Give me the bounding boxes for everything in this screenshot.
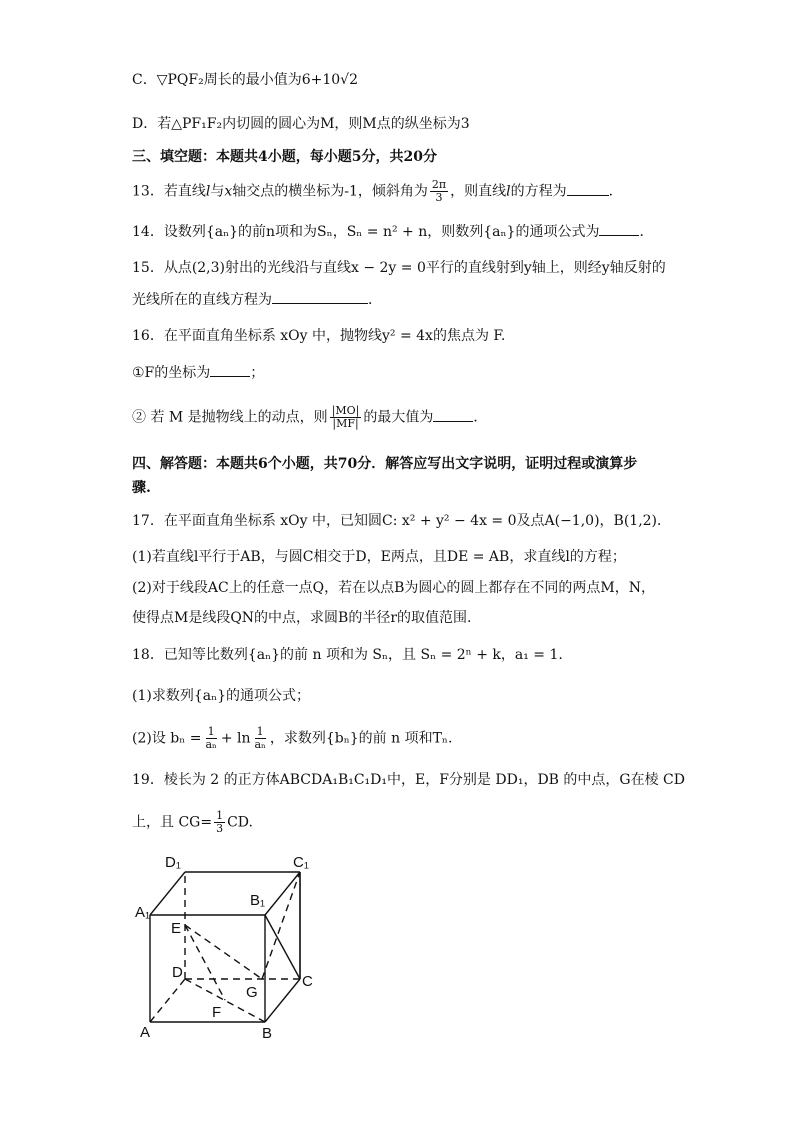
fraction-1-over-3: $\frac{1}{3}$ <box>216 809 224 835</box>
question-14: 14．设数列{aₙ}的前n项和为Sₙ，Sₙ = n² + n，则数列{aₙ}的通项公式为 ． <box>132 221 653 242</box>
question-17-line-4: 使得点M是线段QN的中点，求圆B的半径r的取值范围. <box>132 610 472 626</box>
question-17-line-1: 17．在平面直角坐标系 xOy 中，已知圆C: x² + y² − 4x = 0及点A(−1,0)，B(1,2)． <box>132 513 672 529</box>
segment-b1-c <box>265 915 300 979</box>
label-a: A <box>140 1024 151 1041</box>
question-17-line-3: (2)对于线段AC上的任意一点Q，若在以点B为圆心的圆上都存在不同的两点M，N， <box>132 580 656 596</box>
edge-b-c <box>265 979 300 1022</box>
question-18-line-1: 18．已知等比数列{aₙ}的前 n 项和为 Sₙ，且 Sₙ = 2ⁿ + k，a₁ = 1. <box>132 647 563 663</box>
label-f: F <box>212 1004 222 1021</box>
question-13: 13．若直线l与x轴交点的横坐标为-1，倾斜角为 $\frac{2\pi}{3}$ ，则直线l的方程为 ． <box>132 178 623 204</box>
answer-blank-16-2[interactable] <box>433 407 473 422</box>
question-16-part-1: ①F的坐标为 ； <box>132 362 264 383</box>
section-4-heading-line-2: 骤. <box>132 480 151 496</box>
option-c: C．▽PQF₂周长的最小值为6+10√2 <box>132 72 358 88</box>
label-d: D <box>172 964 183 981</box>
fraction-2pi-over-3: $\frac{2\pi}{3}$ <box>431 178 447 204</box>
label-e: E <box>171 920 182 937</box>
segment-e-f <box>185 925 225 1000</box>
question-16-part-2: ② 若 M 是抛物线上的动点，则 $\frac{|MO|}{|MF|}$ 的最大值为 ． <box>132 404 488 430</box>
edge-a-d <box>150 979 185 1022</box>
label-c: C <box>302 973 313 990</box>
answer-blank-15[interactable] <box>272 289 368 304</box>
question-17-line-2: (1)若直线l平行于AB，与圆C相交于D，E两点，且DE = AB，求直线l的方程； <box>132 549 626 565</box>
edge-a1-d1 <box>150 872 185 915</box>
answer-blank-14[interactable] <box>599 221 639 236</box>
question-18-line-3: (2)设 bₙ = $\frac{1}{\text{aₙ}}$ + ln $\frac{1}{\text{aₙ}}$ ，求数列{bₙ}的前 n 项和Tₙ. <box>132 725 453 751</box>
question-18-line-2: (1)求数列{aₙ}的通项公式； <box>132 688 311 704</box>
fraction-1-over-an: $\frac{1}{\text{aₙ}}$ <box>205 725 217 751</box>
fraction-mo-over-mf: $\frac{|MO|}{|MF|}$ <box>331 404 360 430</box>
option-d: D．若△PF₁F₂内切圆的圆心为M，则M点的纵坐标为3 <box>132 116 470 132</box>
label-b: B <box>262 1025 273 1042</box>
fraction-1-over-an-log: $\frac{1}{\text{aₙ}}$ <box>254 725 266 751</box>
segment-e-g <box>185 925 262 979</box>
question-16-line-1: 16．在平面直角坐标系 xOy 中，抛物线y² = 4x的焦点为 F. <box>132 328 506 344</box>
label-b1: B₁ <box>250 892 266 909</box>
label-a1: A₁ <box>135 904 151 921</box>
segment-g-c1 <box>262 872 300 979</box>
question-19-line-1: 19．棱长为 2 的正方体ABCDA₁B₁C₁D₁中，E，F分别是 DD₁，DB 的中点，G在棱 CD <box>132 772 685 788</box>
cube-figure <box>135 845 335 1045</box>
edge-b1-c1 <box>265 872 300 915</box>
question-15-line-2: 光线所在的直线方程为 ． <box>132 289 382 310</box>
section-4-heading-line-1: 四、解答题：本题共6个小题，共70分．解答应写出文字说明，证明过程或演算步 <box>132 456 638 472</box>
section-3-heading: 三、填空题：本题共4小题，每小题5分，共20分 <box>132 149 437 165</box>
answer-blank-13[interactable] <box>567 181 609 196</box>
question-19-line-2: 上，且 CG= $\frac{1}{3}$ CD. <box>132 809 253 835</box>
label-d1: D₁ <box>165 854 181 871</box>
question-15-line-1: 15．从点(2,3)射出的光线沿与直线x − 2y = 0平行的直线射到y轴上，则经y轴反射的 <box>132 260 666 276</box>
label-g: G <box>246 984 258 1001</box>
label-c1: C₁ <box>293 854 309 871</box>
answer-blank-16-1[interactable] <box>210 362 250 377</box>
